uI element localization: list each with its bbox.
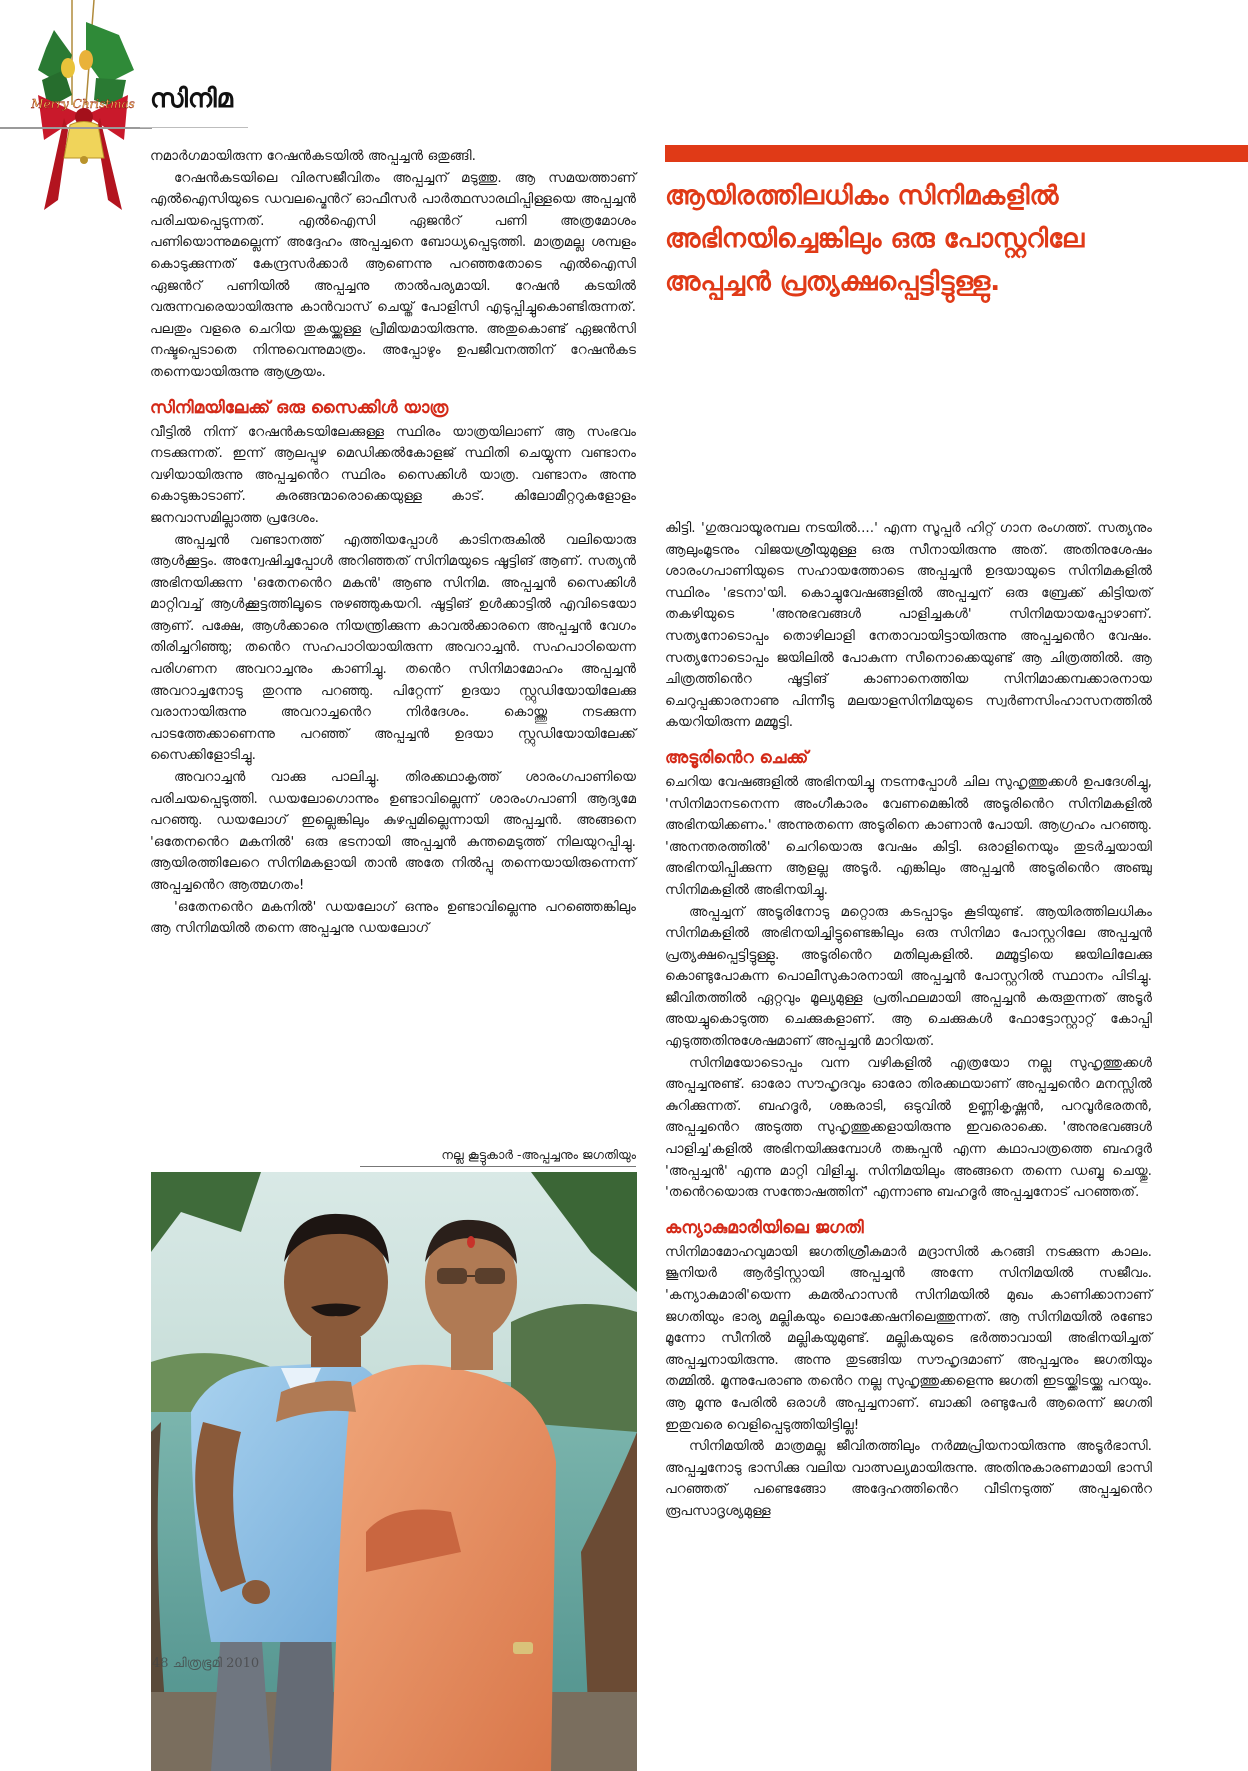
photo-caption: നല്ല കൂട്ടുകാർ -അപ്പച്ചനും ജഗതിയും [360,1147,636,1167]
subheading: സിനിമയിലേക്ക് ഒരു സൈക്കിൾ യാത്ര [150,397,449,418]
paragraph: ചെറിയ വേഷങ്ങളിൽ അഭിനയിച്ചു നടന്നപ്പോൾ ചില സുഹൃത്തുക്കൾ ഉപദേശിച്ചു, 'സിനിമാനടനെന്ന അംഗീകാരം വേണമെങ്കിൽ അടൂരിൻെറ സിനിമകളിൽ അഭിനയിക്കണം.' അന്നുതന്നെ അടൂരിനെ കാണാൻ പോയി. ആഗ്രഹം പറഞ്ഞു. 'അനന്തരത്തിൽ' ചെറിയൊരു വേഷം കിട്ടി. ഒരാളിനെയും തുടർച്ചയായി അഭിനയിപ്പിക്കുന്ന ആളല്ല അടൂർ. എങ്കിലും അപ്പച്ചൻ അടൂരിൻെറ അഞ്ചു സിനിമകളിൽ അഭിനയിച്ചു. [665,773,1152,898]
paragraph: വീട്ടിൽ നിന്ന് റേഷൻകടയിലേക്കുള്ള സ്ഥിരം യാത്രയിലാണ് ആ സംഭവം നടക്കുന്നത്. ഇന്ന് ആലപ്പുഴ മെഡിക്കൽകോളജ് സ്ഥിതി ചെയ്യുന്ന വണ്ടാനം വഴിയായിരുന്നു അപ്പച്ചൻെറ സ്ഥിരം സൈക്കിൾ യാത്ര. വണ്ടാനം അന്നു കൊടുങ്കാടാണ്. കുരങ്ങന്മാരൊക്കെയുള്ള കാട്. കിലോമീറ്ററുകളോളം ജനവാസമില്ലാത്ത പ്രദേശം. [150,423,636,526]
paragraph: സിനിമാമോഹവുമായി ജഗതിശ്രീകുമാർ മദ്രാസിൽ കറങ്ങി നടക്കുന്ന കാലം. ജൂനിയർ ആർട്ടിസ്റ്റായി അപ്പച്ചൻ അന്നേ സിനിമയിൽ സജീവം. 'കന്യാകുമാരി'യെന്ന കമൽഹാസൻ സിനിമയിൽ മുഖം കാണിക്കാനാണ് ജഗതിയും ഭാര്യ മല്ലികയും ലൊക്കേഷനിലെത്തുന്നത്. ആ സിനിമയിൽ രണ്ടോ മൂന്നോ സീനിൽ മല്ലികയുമുണ്ട്. മല്ലികയുടെ ഭർത്താവായി അഭിനയിച്ചത് അപ്പച്ചനായിരുന്നു. അന്നു തുടങ്ങിയ സൗഹൃദമാണ് അപ്പച്ചനും ജഗതിയും തമ്മിൽ. മൂന്നുപേരാണു തൻെറ നല്ല സുഹൃത്തുക്കളെന്നു ജഗതി ഇടയ്ക്കിടയ്ക്കു പറയും. ആ മൂന്നു പേരിൽ ഒരാൾ അപ്പച്ചനാണ്. ബാക്കി രണ്ടുപേർ ആരെന്ന് ജഗതി ഇതുവരെ വെളിപ്പെടുത്തിയിട്ടില്ല! [665,1243,1152,1433]
ornament-text: Merry Christmas [31,97,135,111]
paragraph: അവറാച്ചൻ വാക്കു പാലിച്ചു. തിരക്കഥാകൃത്ത് ശാരംഗപാണിയെ പരിചയപ്പെടുത്തി. ഡയലോഗൊന്നും ഉണ്ടാവില്ലെന്ന് ശാരംഗപാണി ആദ്യമേ പറഞ്ഞു. ഡയലോഗ് ഇല്ലെങ്കിലും കുഴപ്പമില്ലെന്നായി അപ്പച്ചൻ. അങ്ങനെ 'ഒതേനൻെറ മകനിൽ' ഒരു ഭടനായി അപ്പച്ചൻ കുന്തമെടുത്ത് നിലയുറപ്പിച്ചു. ആയിരത്തിലേറെ സിനിമകളായി താൻ അതേ നിൽപ്പു തന്നെയായിരുന്നെന്ന് അപ്പച്ചൻെറ ആത്മഗതം! [150,769,636,893]
accent-bar [665,145,1248,162]
left-article-column [150,146,636,940]
section-rule-extension [140,127,248,128]
subheading: കന്യാകുമാരിയിലെ ജഗതി [665,1217,864,1238]
subheading: അടൂരിൻെറ ചെക്ക് [665,747,809,768]
paragraph: റേഷൻകടയിലെ വിരസജീവിതം അപ്പച്ചന് മടുത്തു. ആ സമയത്താണ് എൽഐസിയുടെ ഡവലപ്മെൻറ് ഓഫീസർ പാർത്ഥസാരഥിപ്പിള്ളയെ അപ്പച്ചൻ പരിചയപ്പെടുന്നത്. എൽഐസി ഏജൻറ് പണി അത്രമോശം പണിയൊന്നുമല്ലെന്ന് അദ്ദേഹം അപ്പച്ചനെ ബോധ്യപ്പെടുത്തി. മാത്രമല്ല ശമ്പളം കൊടുക്കുന്നത് കേന്ദ്രസർക്കാർ ആണെന്നു പറഞ്ഞതോടെ എൽഐസി ഏജൻറ് പണിയിൽ അപ്പച്ചനു താൽപര്യമായി. റേഷൻ കടയിൽ വരുന്നവരെയായിരുന്നു കാൻവാസ് ചെയ്ത് പോളിസി എടുപ്പിച്ചുകൊണ്ടിരുന്നത്. പലതും വളരെ ചെറിയ തുകയ്ക്കുള്ള പ്രീമിയമായിരുന്നു. അതുകൊണ്ട് ഏജൻസി നഷ്ടപ്പെടാതെ നിന്നുവെന്നുമാത്രം. അപ്പോഴും ഉപജീവനത്തിന് റേഷൻകട തന്നെയായിരുന്നു ആശ്രയം. [150,169,636,380]
pull-quote: ആയിരത്തിലധികം സിനിമകളിൽ അഭിനയിച്ചെങ്കിലും ഒരു പോസ്റ്ററിലേ അപ്പച്ചൻ പ്രത്യക്ഷപ്പെട്ടിട്ടുള്ളു. [665,181,1085,297]
paragraph: സിനിമയിൽ മാത്രമല്ല ജീവിതത്തിലും നർമ്മപ്രിയനായിരുന്നു അടൂർഭാസി. അപ്പച്ചനോടു ഭാസിക്കു വലിയ വാത്സല്യമായിരുന്നു. അതിനുകാരണമായി ഭാസി പറഞ്ഞത് പണ്ടെങ്ങോ അദ്ദേഹത്തിൻെറ വീടിനടുത്ത് അപ്പച്ചൻെറ രൂപസാദൃശ്യമുള്ള [665,1438,1152,1519]
paragraph: അപ്പച്ചന് അടൂരിനോടു മറ്റൊരു കടപ്പാടും കൂടിയുണ്ട്. ആയിരത്തിലധികം സിനിമകളിൽ അഭിനയിച്ചിട്ടുണ്ടെങ്കിലും ഒരു സിനിമാ പോസ്റ്ററിലേ അപ്പച്ചൻ പ്രത്യക്ഷപ്പെട്ടിട്ടുള്ളു. അടൂരിൻെറ മതിലുകളിൽ. മമ്മൂട്ടിയെ ജയിലിലേക്കു കൊണ്ടുപോകുന്ന പൊലീസുകാരനായി അപ്പച്ചൻ പോസ്റ്ററിൽ സ്ഥാനം പിടിച്ചു. ജീവിതത്തിൽ ഏറ്റവും മൂല്യമുള്ള പ്രതിഫലമായി അപ്പച്ചൻ കരുതുന്നത് അടൂർ അയച്ചുകൊടുത്ത ചെക്കുകളാണ്. ആ ചെക്കുകൾ ഫോട്ടോസ്റ്റാറ്റ് കോപ്പി എടുത്തതിനുശേഷമാണ് അപ്പച്ചൻ മാറിയത്. [665,903,1152,1050]
paragraph: സിനിമയോടൊപ്പം വന്ന വഴികളിൽ എത്രയോ നല്ല സുഹൃത്തുക്കൾ അപ്പച്ചനുണ്ട്. ഓരോ സൗഹൃദവും ഓരോ തിരക്കഥയാണ് അപ്പച്ചൻെറ മനസ്സിൽ കുറിക്കുന്നത്. ബഹദൂർ, ശങ്കരാടി, ഒടുവിൽ ഉണ്ണികൃഷ്ണൻ, പറവൂർഭരതൻ, അപ്പച്ചൻെറ അടുത്ത സുഹൃത്തുക്കളായിരുന്നു ഇവരൊക്കെ. 'അനുഭവങ്ങൾ പാളിച്ച'കളിൽ അഭിനയിക്കുമ്പോൾ തങ്കപ്പൻ എന്ന കഥാപാത്രത്തെ ബഹദൂർ 'അപ്പച്ചൻ' എന്നു മാറ്റി വിളിച്ചു. സിനിമയിലും അങ്ങനെ തന്നെ ഡബ്ബു ചെയ്തു. 'തൻെറയൊരു സന്തോഷത്തിന്' എന്നാണു ബഹദൂർ അപ്പച്ചനോട് പറഞ്ഞത്. [665,1054,1152,1201]
article-photo [151,1172,637,1771]
paragraph: കിട്ടി. 'ഗുരുവായൂരമ്പല നടയിൽ....' എന്ന സൂപ്പർ ഹിറ്റ് ഗാന രംഗത്ത്. സത്യനും ആലുംമൂടനും വിജയശ്രീയുമുള്ള ഒരു സീനായിരുന്നു അത്. അതിനുശേഷം ശാരംഗപാണിയുടെ സഹായത്തോടെ അപ്പച്ചൻ ഉദയായുടെ സിനിമകളിൽ സ്ഥിരം 'ഭടനാ'യി. കൊച്ചുവേഷങ്ങളിൽ അപ്പച്ചന് ഒരു ബ്രേക്ക് കിട്ടിയത് തകഴിയുടെ 'അനുഭവങ്ങൾ പാളിച്ചകൾ' സിനിമയായപ്പോഴാണ്. സത്യനോടൊപ്പം തൊഴിലാളി നേതാവായിട്ടായിരുന്നു അപ്പച്ചൻെറ വേഷം. സത്യനോടൊപ്പം ജയിലിൽ പോകുന്ന സീനൊക്കെയുണ്ട് ആ ചിത്രത്തിൽ. ആ ചിത്രത്തിൻെറ ഷൂട്ടിങ് കാണാനെത്തിയ സിനിമാക്കമ്പക്കാരനായ ചെറുപ്പക്കാരനാണു പിന്നീടു മലയാളസിനിമയുടെ സ്വർണസിംഹാസനത്തിൽ കയറിയിരുന്ന മമ്മൂട്ടി. [665,520,1152,731]
paragraph: നമാർഗമായിരുന്ന റേഷൻകടയിൽ അപ്പച്ചൻ ഒതുങ്ങി. [150,148,476,164]
paragraph: 'ഒതേനൻെറ മകനിൽ' ഡയലോഗ് ഒന്നും ഉണ്ടാവില്ലെന്നു പറഞ്ഞെങ്കിലും ആ സിനിമയിൽ തന്നെ അപ്പച്ചനു ഡയലോഗ് [150,898,636,937]
page-number: 48 ചിത്രഭൂമി 2010 [152,1656,260,1671]
right-article-column [665,518,1152,1523]
christmas-ornament-icon [24,0,142,218]
paragraph: അപ്പച്ചൻ വണ്ടാനത്ത് എത്തിയപ്പോൾ കാടിനരുകിൽ വലിയൊരു ആൾക്കൂട്ടം. അന്വേഷിച്ചപ്പോൾ അറിഞ്ഞത് സിനിമയുടെ ഷൂട്ടിങ് ആണ്. സത്യൻ അഭിനയിക്കുന്ന 'ഒതേനൻെറ മകൻ' ആണു സിനിമ. അപ്പച്ചൻ സൈക്കിൾ മാറ്റിവച്ച് ആൾക്കൂട്ടത്തിലൂടെ നുഴഞ്ഞുകയറി. ഷൂട്ടിങ് ഉൾക്കാട്ടിൽ എവിടെയോ ആണ്. പക്ഷേ, ആൾക്കാരെ നിയന്ത്രിക്കുന്ന കാവൽക്കാരനെ അപ്പച്ചൻ വേഗം തിരിച്ചറിഞ്ഞു; തൻെറ സഹപാഠിയായിരുന്ന അവറാച്ചൻ. സഹപാഠിയെന്ന പരിഗണന അവറാച്ചനും കാണിച്ചു. തൻെറ സിനിമാമോഹം അപ്പച്ചൻ അവറാച്ചനോടു തുറന്നു പറഞ്ഞു. പിറ്റേന്ന് ഉദയാ സ്റ്റുഡിയോയിലേക്കു വരാനായിരുന്നു അവറാച്ചൻെറ നിർദേശം. കൊയ്ത്തു നടക്കുന്ന പാടത്തേക്കാണെന്നു പറഞ്ഞ് അപ്പച്ചൻ ഉദയാ സ്റ്റുഡിയോയിലേക്ക് സൈക്കിളോടിച്ചു. [150,531,636,764]
section-label: സിനിമ [150,84,233,114]
section-rule [0,127,152,129]
